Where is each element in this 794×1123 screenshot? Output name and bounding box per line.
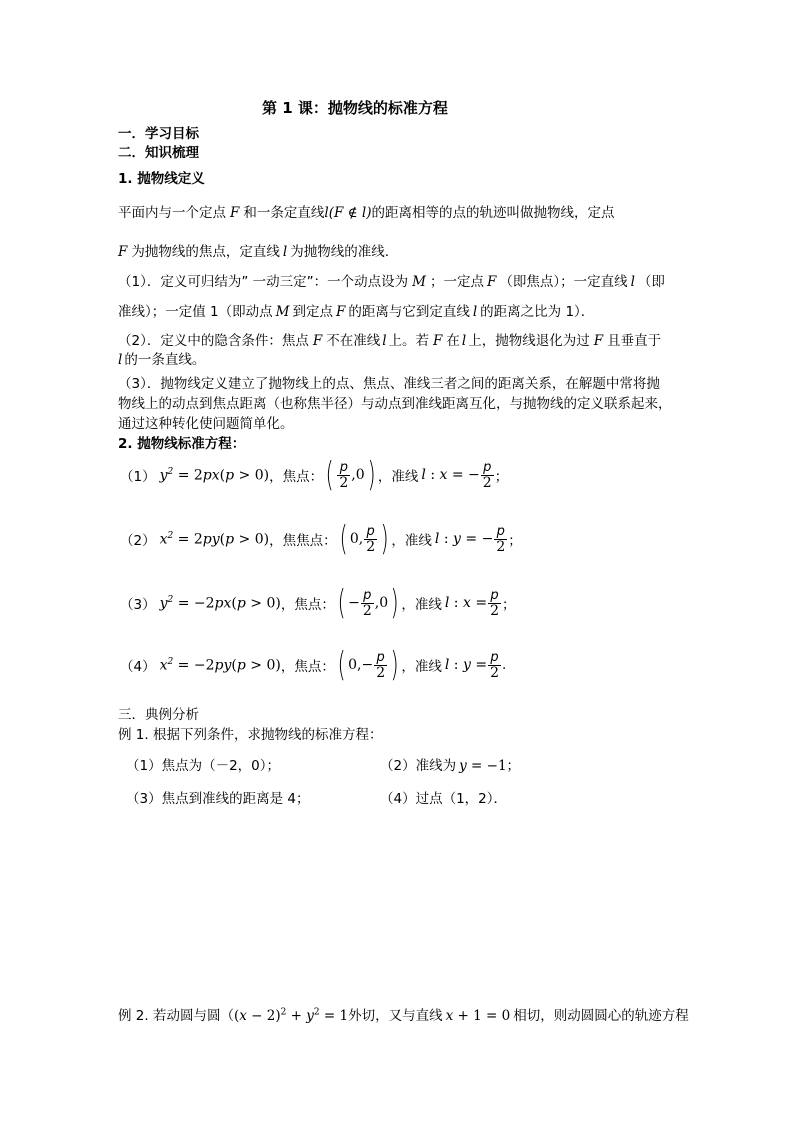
fraction-p-over-2: $\frac{p}{2}$ — [362, 587, 372, 619]
paren-right: ) — [367, 455, 376, 495]
symbol-F: F — [230, 205, 240, 221]
symbol-l-notin: l(F ∉ l) — [324, 205, 372, 221]
paren-right: ) — [390, 645, 399, 685]
def-text: 为抛物线的焦点，定直线 — [131, 244, 280, 260]
focus-label: ，焦焦点： — [269, 533, 337, 549]
def-text: 的距离相等的点的轨迹叫做抛物线，定点 — [371, 205, 615, 221]
note-1-line-2 — [118, 300, 594, 320]
example-text: 外切，又与直线 — [348, 1008, 443, 1024]
example-1-condition-1: （1）焦点为（－2，0）； — [126, 758, 281, 774]
section-learning-goals: 一．学习目标 — [118, 126, 199, 142]
note-text: 的距离与它到定直线 — [348, 304, 470, 320]
fraction-p-over-2: $\frac{p}{2}$ — [490, 587, 499, 619]
note-3-line-2: 物线上的动点到焦点距离（也称焦半径）与动点到准线距离互化，与抛物线的定义联系起来， — [118, 396, 672, 412]
directrix-formula: l : y = — [444, 657, 488, 673]
directrix-formula: l : x = − — [421, 467, 480, 483]
note-text: 准线）；一定值 1（即动点 — [118, 304, 273, 320]
symbol-F: F — [312, 333, 323, 349]
paren-right: ) — [380, 519, 389, 559]
note-text: 到定点 — [292, 304, 333, 320]
example-2-prompt — [118, 1004, 689, 1024]
equation-number: （1） — [120, 469, 156, 485]
symbol-M: M — [275, 304, 290, 320]
fraction-p-over-2: $\frac{p}{2}$ — [490, 649, 500, 681]
subsection-definition: 1. 抛物线定义 — [118, 171, 205, 187]
symbol-M: M — [412, 274, 426, 290]
symbol-l: l — [461, 333, 467, 349]
paren-right: ) — [390, 583, 399, 623]
directrix-label: ，准线 — [401, 597, 442, 613]
equation-number: （3） — [120, 597, 156, 613]
note-text: 上，抛物线退化为过 — [468, 333, 590, 349]
section-examples: 三．典例分析 — [118, 707, 199, 723]
fraction-p-over-2: $\frac{p}{2}$ — [496, 523, 506, 555]
focus-label: ，焦点： — [280, 597, 335, 613]
example-1-condition-2: （2）准线为 y = −1； — [380, 758, 521, 774]
symbol-l: l — [118, 352, 123, 368]
circle-equation: $(x - 2)^2 + y^2 = 1$ — [233, 1007, 349, 1024]
focus-label: ，焦点： — [269, 469, 324, 485]
fraction-p-over-2: $\frac{p}{2}$ — [376, 649, 386, 681]
note-text: （1）．定义可归结为” 一动三定”：一个动点设为 — [118, 274, 409, 290]
note-text: 且垂直于 — [607, 333, 662, 349]
symbol-F: F — [486, 274, 497, 290]
directrix-label: ，准线 — [377, 469, 419, 485]
note-text: （即焦点）；一定直线 — [499, 274, 628, 290]
definition-line-2 — [118, 240, 389, 260]
symbol-l: l — [282, 244, 288, 260]
note-3-line-3: 通过这种转化使问题简单化。 — [118, 416, 294, 432]
section-knowledge: 二．知识梳理 — [118, 145, 199, 161]
fraction-p-over-2: $\frac{p}{2}$ — [482, 459, 492, 491]
note-text: （2）．定义中的隐含条件：焦点 — [118, 333, 309, 349]
line-equation: x + 1 = 0 — [445, 1008, 511, 1024]
directrix-label: ，准线 — [391, 533, 432, 549]
note-text: 在 — [446, 333, 460, 349]
note-2-line-2 — [118, 348, 205, 368]
symbol-F: F — [433, 333, 443, 349]
directrix-formula: l : x = — [444, 595, 488, 611]
equation-number: （2） — [120, 533, 156, 549]
equation-3: （3） $y^2 = -2px(p > 0)$ ，焦点： ( − $\frac{p}{2}$ ,0 ) ，准线 l : x = $\frac{p}{2}$ ； — [120, 583, 516, 623]
example-1-condition-4: （4）过点（1，2）． — [380, 791, 508, 807]
focus-label: ，焦点： — [280, 659, 335, 675]
equation-1: （1） $y^2 = 2px(p > 0)$ ，焦点： ( $\frac{p}{2}$ ,0 ) ，准线 l : x = − $\frac{p}{2}$ ； — [120, 455, 509, 495]
note-text: ；一定点 — [429, 274, 484, 290]
note-text: 的一条直线。 — [124, 352, 206, 368]
directrix-label: ，准线 — [401, 659, 442, 675]
equation-4: （4） $x^2 = -2py(p > 0)$ ，焦点： ( 0,− $\frac{p}{2}$ ) ，准线 l : y = $\frac{p}{2}$ . — [120, 645, 507, 685]
symbol-F: F — [593, 333, 604, 349]
condition-formula: y = −1 — [459, 758, 507, 774]
paren-left: ( — [337, 583, 346, 623]
paren-left: ( — [325, 455, 334, 495]
example-1-condition-3: （3）焦点到准线的距离是 4； — [126, 791, 310, 807]
equation-2: （2） $x^2 = 2py(p > 0)$ ，焦焦点： ( 0, $\frac{p}{2}$ ) ，准线 l : y = − $\frac{p}{2}$ ； — [120, 519, 522, 559]
symbol-F: F — [118, 244, 128, 260]
equation-formula: $y^2 = -2px(p > 0)$ — [159, 594, 281, 612]
directrix-formula: l : y = − — [434, 531, 494, 547]
fraction-p-over-2: $\frac{p}{2}$ — [339, 459, 349, 491]
note-text: 上。若 — [388, 333, 430, 349]
symbol-l: l — [630, 274, 635, 290]
note-text: （即 — [637, 274, 665, 290]
equation-formula: $x^2 = 2py(p > 0)$ — [159, 530, 270, 548]
definition-line-1 — [118, 201, 615, 221]
symbol-l: l — [472, 304, 478, 320]
note-text: 不在准线 — [326, 333, 381, 349]
fraction-p-over-2: $\frac{p}{2}$ — [366, 523, 376, 555]
def-text: 平面内与一个定点 — [118, 205, 226, 221]
equation-formula: $y^2 = 2px(p > 0)$ — [159, 466, 270, 484]
example-text: 相切，则动圆圆心的轨迹方程 — [513, 1008, 689, 1024]
page-title: 第 1 课：抛物线的标准方程 — [262, 99, 448, 117]
subsection-standard-equations: 2. 抛物线标准方程： — [118, 436, 246, 452]
symbol-F: F — [335, 304, 346, 320]
paren-left: ( — [337, 645, 346, 685]
def-text: 为抛物线的准线. — [290, 244, 389, 260]
equation-number: （4） — [120, 659, 156, 675]
equation-formula: $x^2 = -2py(p > 0)$ — [159, 656, 281, 674]
example-text: 例 2. 若动圆与圆（ — [118, 1008, 234, 1024]
note-3-line-1: （3）．抛物线定义建立了抛物线上的点、焦点、准线三者之间的距离关系，在解题中常将抛 — [118, 376, 660, 392]
paren-left: ( — [339, 519, 348, 559]
note-text: 的距离之比为 1）． — [480, 304, 595, 320]
def-text: 和一条定直线 — [243, 205, 325, 221]
note-1-line-1 — [118, 270, 665, 290]
condition-text: （2）准线为 — [380, 758, 457, 774]
example-1-prompt: 例 1. 根据下列条件，求抛物线的标准方程： — [118, 727, 383, 743]
symbol-l: l — [382, 333, 387, 349]
note-2-line-1 — [118, 329, 661, 349]
